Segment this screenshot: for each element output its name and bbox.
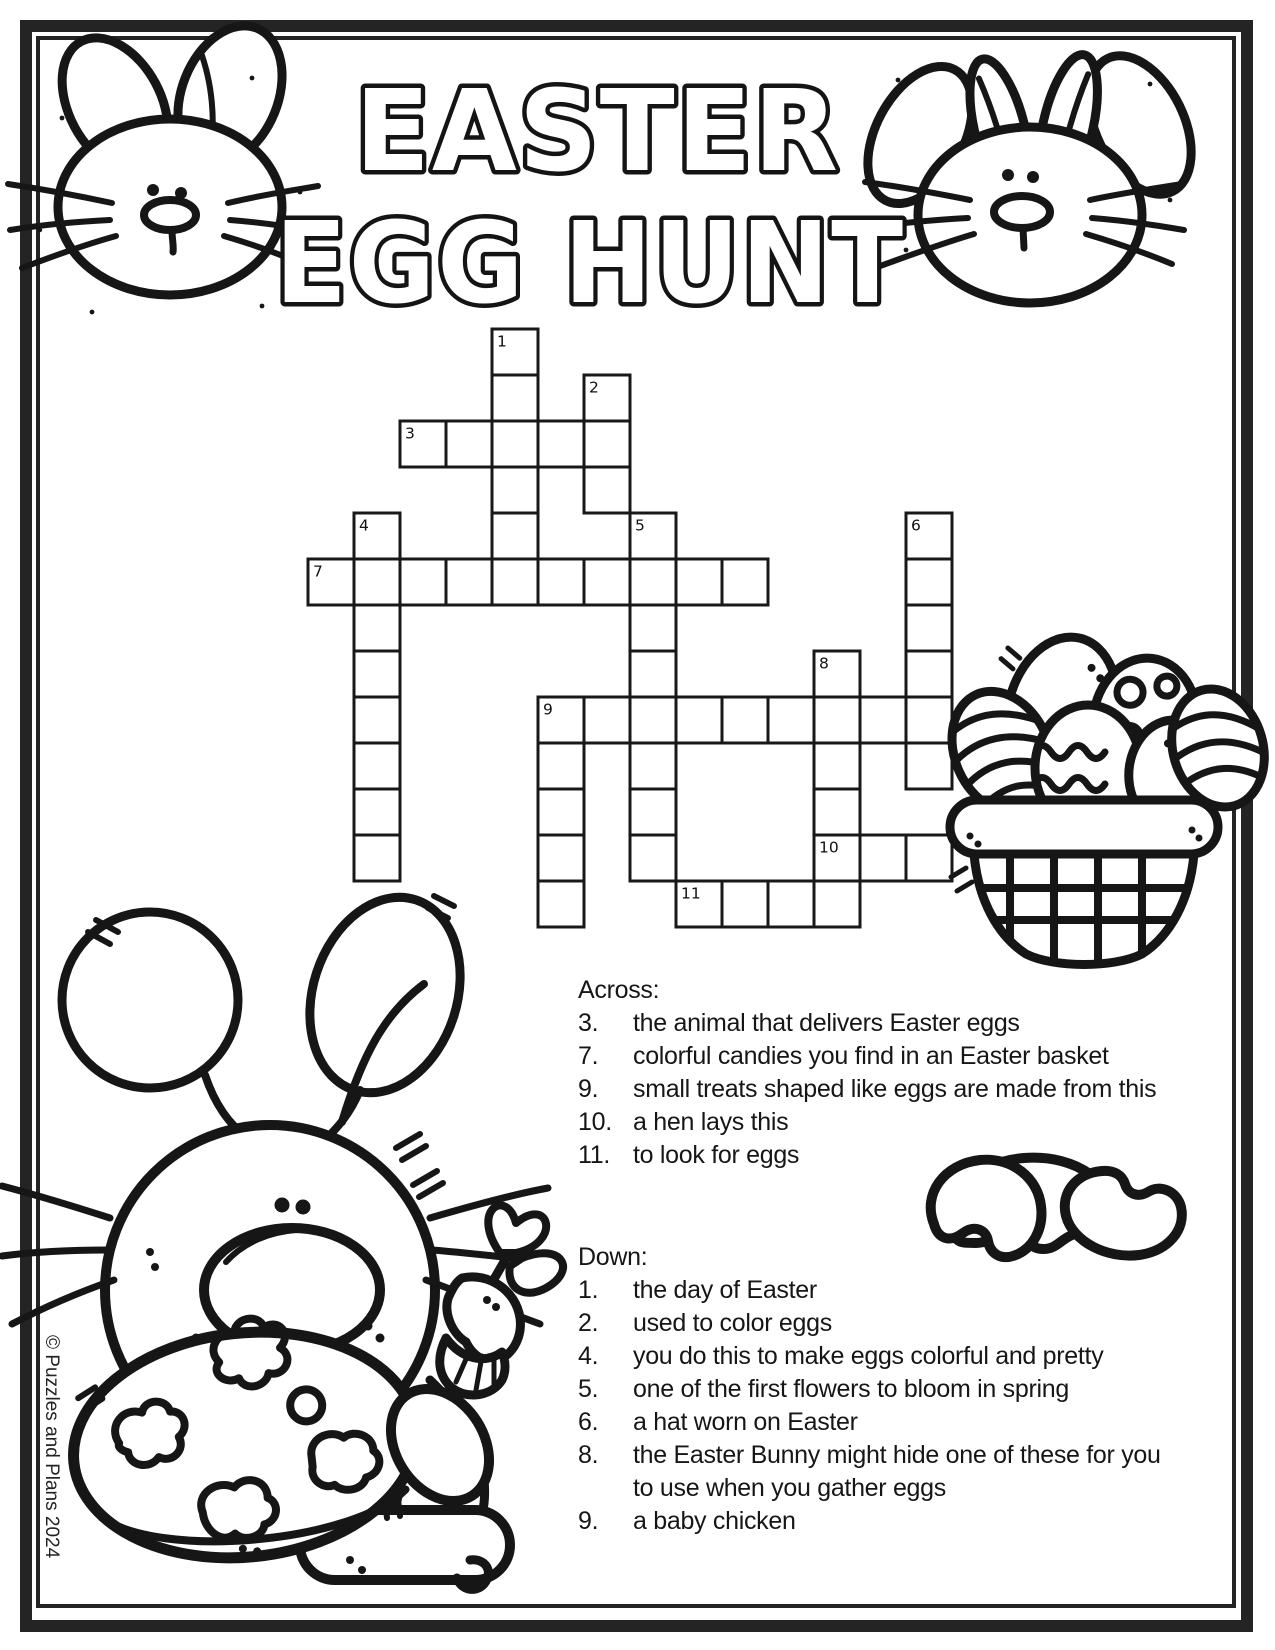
crossword-cell[interactable] bbox=[722, 697, 768, 743]
crossword-cell[interactable] bbox=[722, 559, 768, 605]
crossword-cell[interactable] bbox=[354, 605, 400, 651]
cell-number: 3 bbox=[405, 424, 415, 443]
crossword-cell[interactable] bbox=[492, 421, 538, 467]
crossword-cell[interactable] bbox=[630, 559, 676, 605]
clue-number: 9. bbox=[578, 1507, 599, 1535]
clue-number: 7. bbox=[578, 1042, 599, 1070]
clue-row bbox=[578, 1106, 1182, 1139]
crossword-cell[interactable] bbox=[630, 651, 676, 697]
crossword-cell[interactable] bbox=[630, 743, 676, 789]
crossword-cell[interactable] bbox=[630, 697, 676, 743]
clue-number: 4. bbox=[578, 1342, 599, 1370]
cell-number: 4 bbox=[359, 516, 369, 535]
clue-text: colorful candies you find in an Easter basket bbox=[633, 1042, 1109, 1070]
across-heading: Across: bbox=[578, 976, 660, 1004]
clue-number: 11. bbox=[578, 1141, 610, 1169]
clue-text: small treats shaped like eggs are made from this bbox=[633, 1075, 1157, 1103]
clue-text: a baby chicken bbox=[633, 1507, 796, 1535]
crossword-cell[interactable] bbox=[492, 513, 538, 559]
clue-text: used to color eggs bbox=[633, 1309, 832, 1337]
crossword-cell[interactable] bbox=[354, 651, 400, 697]
cell-number: 6 bbox=[911, 516, 921, 535]
crossword-cell[interactable] bbox=[492, 559, 538, 605]
clue-number: 8. bbox=[578, 1441, 599, 1469]
clue-number: 6. bbox=[578, 1408, 599, 1436]
crossword-cell[interactable] bbox=[814, 697, 860, 743]
title-line-2: EGG HUNT bbox=[275, 199, 905, 329]
cell-number: 10 bbox=[819, 838, 839, 857]
crossword-cell[interactable] bbox=[860, 835, 906, 881]
clue-row bbox=[578, 1505, 1182, 1538]
down-clue-list bbox=[578, 1274, 1182, 1538]
crossword-cell[interactable] bbox=[814, 789, 860, 835]
crossword-cell[interactable] bbox=[814, 743, 860, 789]
clue-text: a hen lays this bbox=[633, 1108, 789, 1136]
crossword-cell[interactable] bbox=[768, 881, 814, 927]
crossword-cell[interactable] bbox=[492, 375, 538, 421]
crossword-grid[interactable] bbox=[300, 321, 960, 935]
clue-text: one of the first flowers to bloom in spring bbox=[633, 1375, 1069, 1403]
cell-number: 7 bbox=[313, 562, 323, 581]
crossword-cell[interactable] bbox=[630, 835, 676, 881]
crossword-cell[interactable] bbox=[814, 881, 860, 927]
clue-row bbox=[578, 1340, 1182, 1373]
across-clues-section bbox=[578, 974, 1182, 1172]
crossword-cell[interactable] bbox=[492, 467, 538, 513]
crossword-cell[interactable] bbox=[354, 789, 400, 835]
crossword-cell[interactable] bbox=[722, 881, 768, 927]
crossword-cell[interactable] bbox=[400, 559, 446, 605]
clue-number: 1. bbox=[578, 1276, 599, 1304]
clue-text: the day of Easter bbox=[633, 1276, 817, 1304]
crossword-cell[interactable] bbox=[354, 559, 400, 605]
clue-text: to look for eggs bbox=[633, 1141, 800, 1169]
clue-row bbox=[578, 1439, 1182, 1505]
crossword-cell[interactable] bbox=[584, 421, 630, 467]
crossword-cell[interactable] bbox=[538, 743, 584, 789]
crossword-cell[interactable] bbox=[630, 605, 676, 651]
bunny-with-paint-palette-icon bbox=[0, 860, 580, 1600]
title-line-1: EASTER bbox=[355, 67, 840, 197]
clue-row bbox=[578, 1307, 1182, 1340]
crossword-cell[interactable] bbox=[354, 743, 400, 789]
easter-basket-with-eggs-icon bbox=[930, 600, 1260, 970]
cell-number: 8 bbox=[819, 654, 829, 673]
crossword-cell[interactable] bbox=[354, 697, 400, 743]
crossword-cell[interactable] bbox=[676, 559, 722, 605]
clue-row bbox=[578, 1040, 1182, 1073]
crossword-cell[interactable] bbox=[768, 697, 814, 743]
down-clues-section bbox=[578, 1241, 1182, 1538]
clue-row bbox=[578, 1373, 1182, 1406]
cell-number: 9 bbox=[543, 700, 553, 719]
crossword-cell[interactable] bbox=[584, 467, 630, 513]
clue-number: 2. bbox=[578, 1309, 599, 1337]
down-heading: Down: bbox=[578, 1243, 648, 1271]
crossword-cell[interactable] bbox=[538, 421, 584, 467]
crossword-cell[interactable] bbox=[676, 697, 722, 743]
cell-number: 5 bbox=[635, 516, 645, 535]
crossword-cell[interactable] bbox=[446, 421, 492, 467]
crossword-cell[interactable] bbox=[630, 789, 676, 835]
page-title bbox=[240, 40, 940, 330]
clue-row bbox=[578, 1274, 1182, 1307]
clue-number: 9. bbox=[578, 1075, 599, 1103]
cell-number: 11 bbox=[681, 884, 701, 903]
copyright-text: © Puzzles and Plans 2024 bbox=[41, 1335, 62, 1559]
crossword-cell[interactable] bbox=[584, 559, 630, 605]
clue-text: a hat worn on Easter bbox=[633, 1408, 858, 1436]
clue-row bbox=[578, 1139, 1182, 1172]
clue-text: the Easter Bunny might hide one of these for you to use when you gather eggs bbox=[633, 1441, 1161, 1502]
clue-number: 10. bbox=[578, 1108, 612, 1136]
crossword-cell[interactable] bbox=[538, 789, 584, 835]
clue-text: you do this to make eggs colorful and pretty bbox=[633, 1342, 1104, 1370]
cell-number: 1 bbox=[497, 332, 507, 351]
crossword-cell[interactable] bbox=[906, 559, 952, 605]
crossword-cell[interactable] bbox=[860, 697, 906, 743]
clue-row bbox=[578, 1406, 1182, 1439]
clue-number: 3. bbox=[578, 1009, 599, 1037]
across-clue-list bbox=[578, 1007, 1182, 1172]
clue-row bbox=[578, 1073, 1182, 1106]
clue-number: 5. bbox=[578, 1375, 599, 1403]
clue-row bbox=[578, 1007, 1182, 1040]
cell-number: 2 bbox=[589, 378, 599, 397]
crossword-cell[interactable] bbox=[446, 559, 492, 605]
clue-text: the animal that delivers Easter eggs bbox=[633, 1009, 1020, 1037]
crossword-cell[interactable] bbox=[538, 559, 584, 605]
crossword-cell[interactable] bbox=[584, 697, 630, 743]
